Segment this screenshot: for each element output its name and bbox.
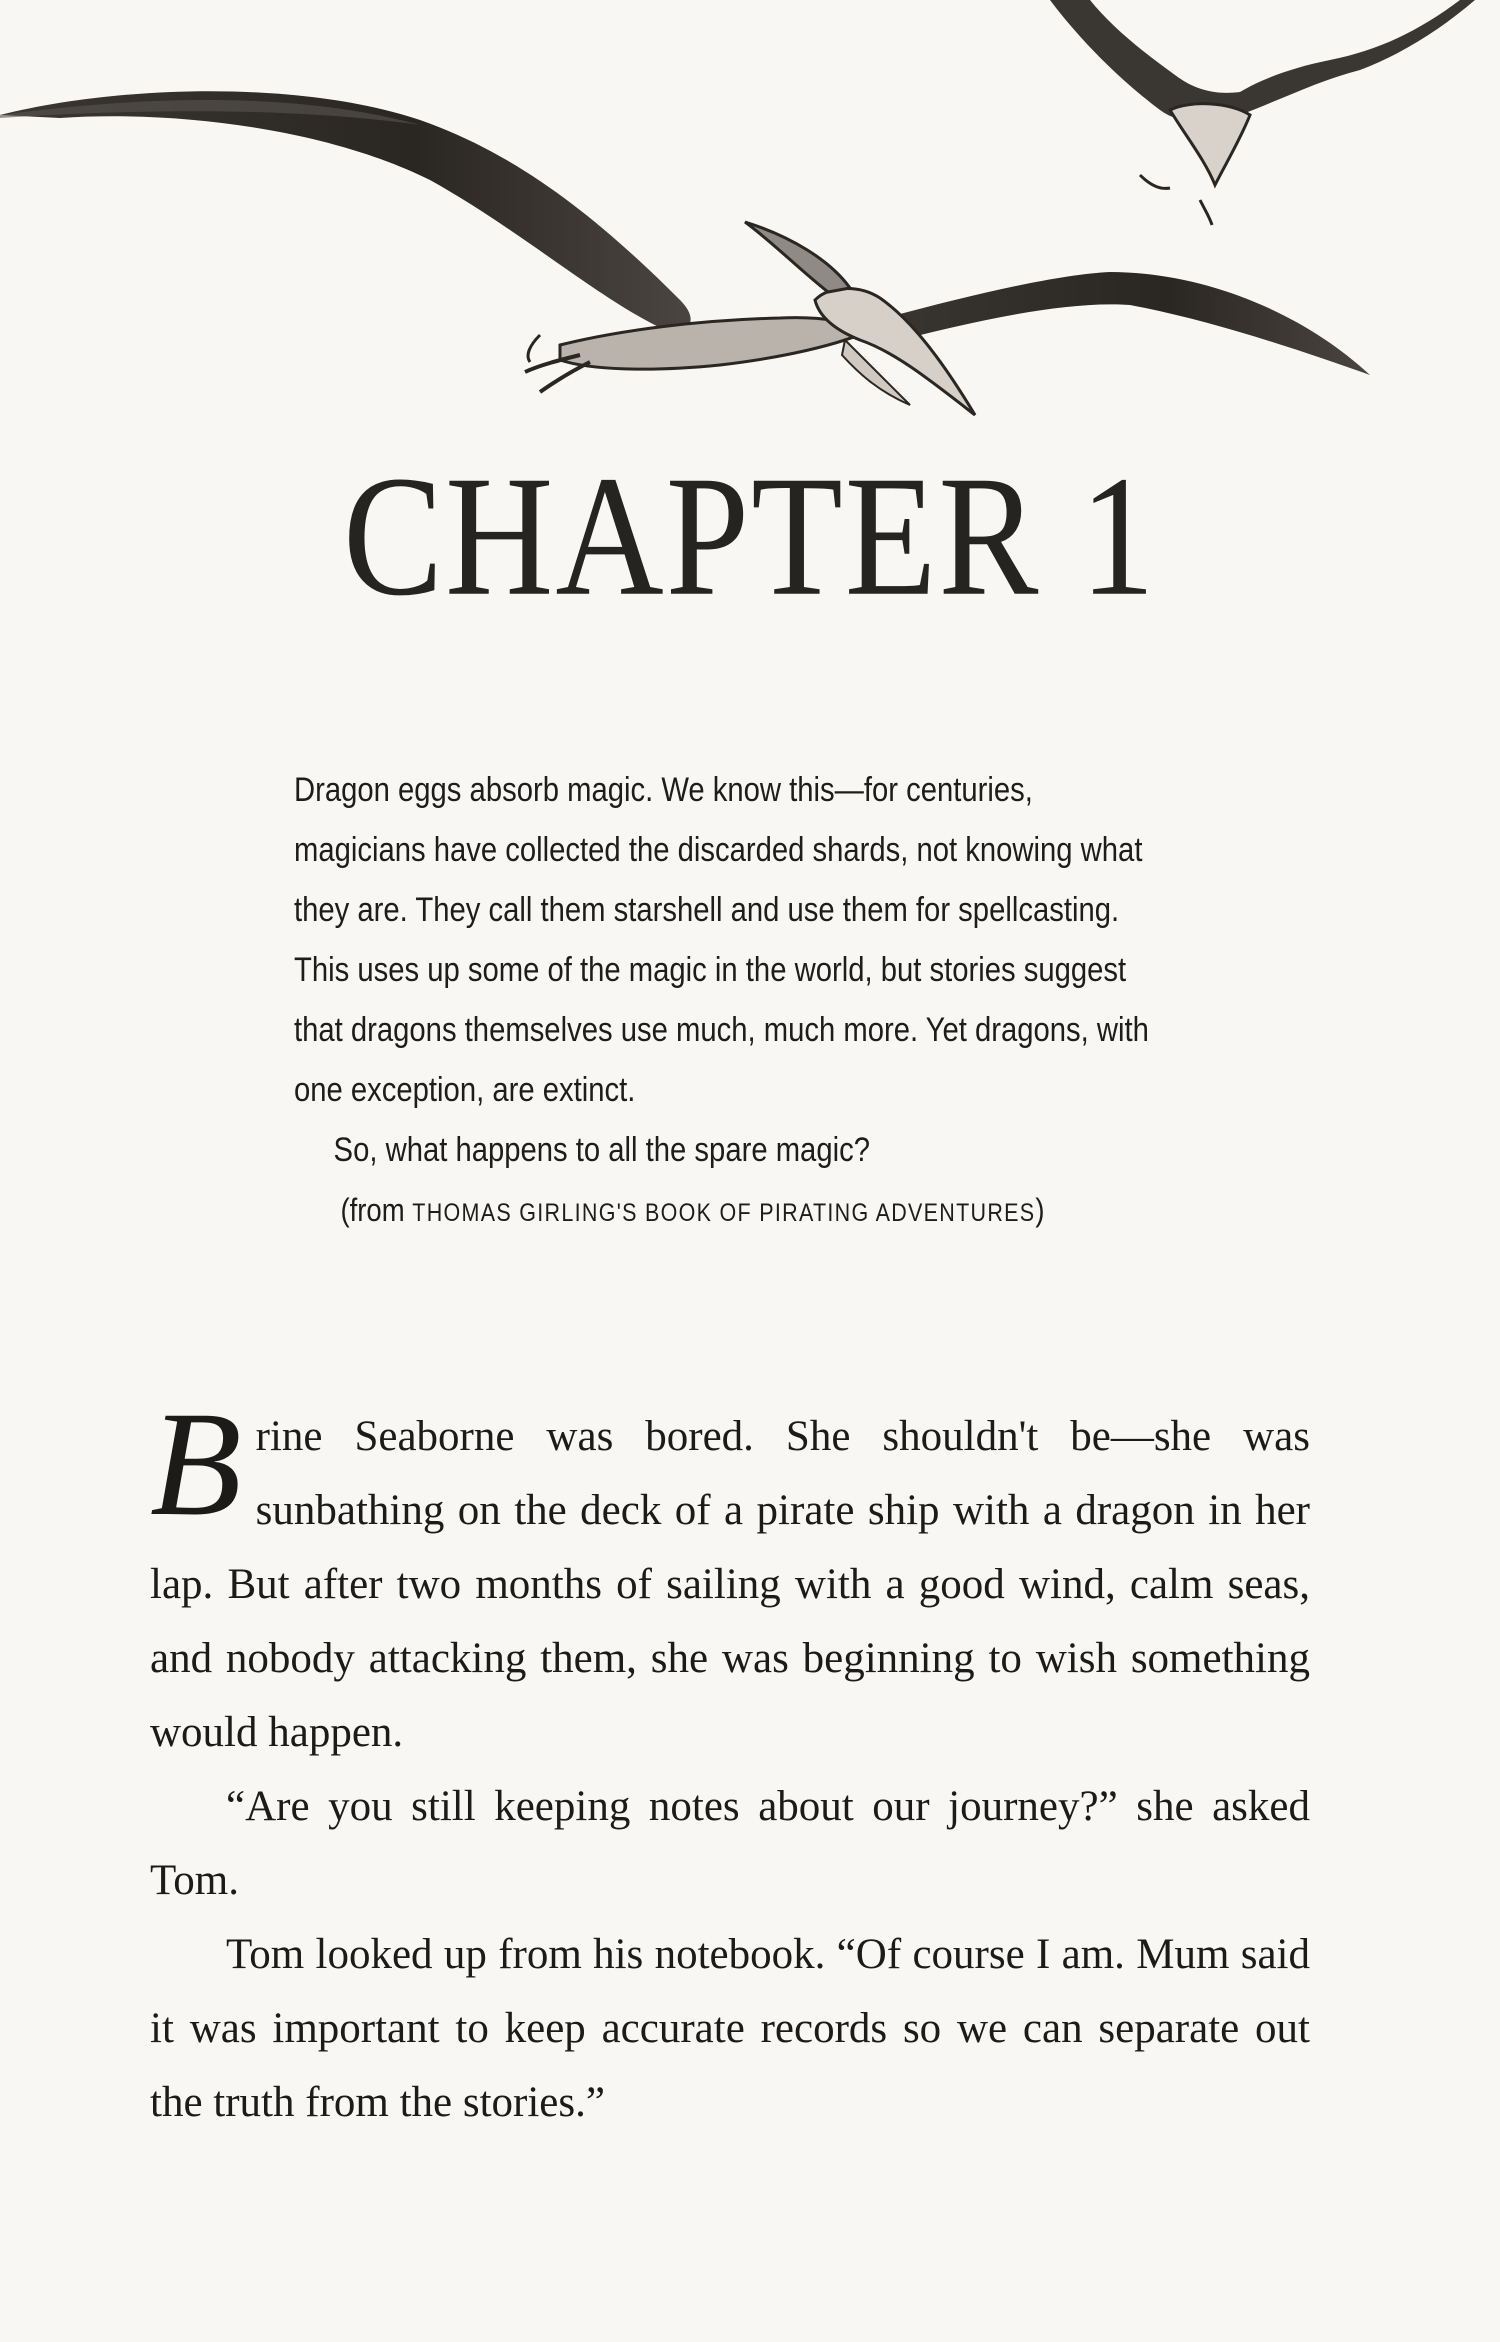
body-paragraph-1-text: rine Seaborne was bored. She shouldn't be—she was sunbathing on the deck of a pirate ship with a dragon in her lap. But after two months of sailing with a good wind, calm seas, and nobody attacking them, she was beginning to wish something would happen. xyxy=(150,1413,1310,1756)
pterosaur-crest xyxy=(745,222,850,292)
chapter-epigraph xyxy=(294,760,1149,1243)
epigraph-source xyxy=(340,1180,1217,1243)
epigraph-paragraph: Dragon eggs absorb magic. We know this—for centuries, magicians have collected the discarded shards, not knowing what they are. They call them starshell and use them for spellcasting. This uses up some of the magic in the world, but stories suggest that dragons themselves use much, much more. Yet dragons, with one exception, are extinct. xyxy=(294,771,1149,1109)
body-paragraph-3: Tom looked up from his notebook. “Of course I am. Mum said it was important to keep accurate records so we can separate out the truth from the stories.” xyxy=(150,1931,1310,2126)
pterosaur-body xyxy=(560,318,870,370)
small-pterosaur xyxy=(1050,0,1475,122)
epigraph-question: So, what happens to all the spare magic? xyxy=(333,1131,870,1169)
chapter-body xyxy=(150,1381,1310,2140)
pterosaur-left-wing xyxy=(0,91,691,331)
epigraph-source-close: ) xyxy=(1035,1192,1045,1228)
body-paragraph-1 xyxy=(150,1381,1310,1770)
body-paragraph-2: “Are you still keeping notes about our journey?” she asked Tom. xyxy=(150,1783,1310,1904)
drop-cap: B xyxy=(150,1381,242,1547)
epigraph-source-title: THOMAS GIRLING'S BOOK OF PIRATING ADVENTURES xyxy=(412,1199,1036,1227)
chapter-title: CHAPTER 1 xyxy=(343,440,1157,632)
epigraph-source-open: (from xyxy=(340,1192,413,1228)
pterosaur-illustration xyxy=(0,0,1500,440)
